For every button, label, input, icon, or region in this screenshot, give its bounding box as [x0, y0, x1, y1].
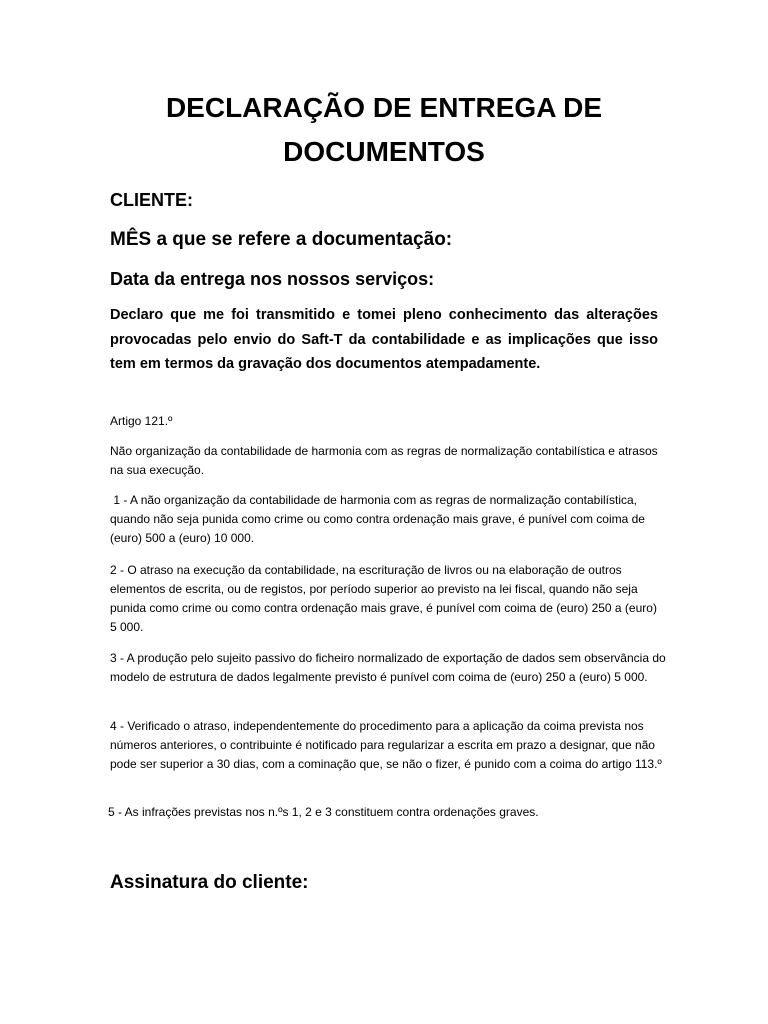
document-title-line-1: DECLARAÇÃO DE ENTREGA DE [165, 92, 603, 123]
artigo-title: Artigo 121.º [110, 414, 173, 428]
paragraph-4: 4 - Verificado o atraso, independentemente do procedimento para a aplicação da coima prevista nos números anteriores, o contribuinte é notificado para regularizar a escrita em prazo a designar, que não pode ser superior a 30 dias, com a cominação que, se não o fizer, é punido com a coima do artigo 113.º [110, 719, 662, 771]
artigo-heading: Não organização da contabilidade de harmonia com as regras de normalização contabilística e atrasos na sua execução. [110, 444, 658, 477]
mes-label: MÊS a que se refere a documentação: [110, 229, 453, 250]
declaration-text: Declaro que me foi transmitido e tomei pleno conhecimento das alterações provocadas pelo envio do Saft-T da contabilidade e as implicações que isso tem em termos da gravação dos documentos atempadamente. [110, 307, 658, 372]
data-entrega-label: Data da entrega nos nossos serviços: [110, 269, 435, 289]
paragraph-3: 3 - A produção pelo sujeito passivo do ficheiro normalizado de exportação de dados sem observância do modelo de estrutura de dados legalmente previsto é punível com coima de (euro) 250 a (euro) 5 000. [110, 651, 666, 684]
paragraph-5: 5 - As infrações previstas nos n.ºs 1, 2 e 3 constituem contra ordenações graves. [108, 805, 539, 819]
document-title-line-2: DOCUMENTOS [283, 136, 485, 167]
cliente-label: CLIENTE: [110, 190, 193, 210]
signature-label: Assinatura do cliente: [110, 872, 309, 893]
paragraph-1: 1 - A não organização da contabilidade de harmonia com as regras de normalização contabilística, quando não seja punida como crime ou como contra ordenação mais grave, é punível com coima de (euro) 500 a (euro) 10 000. [110, 493, 649, 545]
paragraph-2: 2 - O atraso na execução da contabilidade, na escrituração de livros ou na elaboração de outros elementos de escrita, ou de registos, por período superior ao previsto na lei fiscal, quando não seja punida como crime ou como contra ordenação mais grave, é punível com coima de (euro) 250 a (euro) 5 000. [110, 563, 657, 634]
